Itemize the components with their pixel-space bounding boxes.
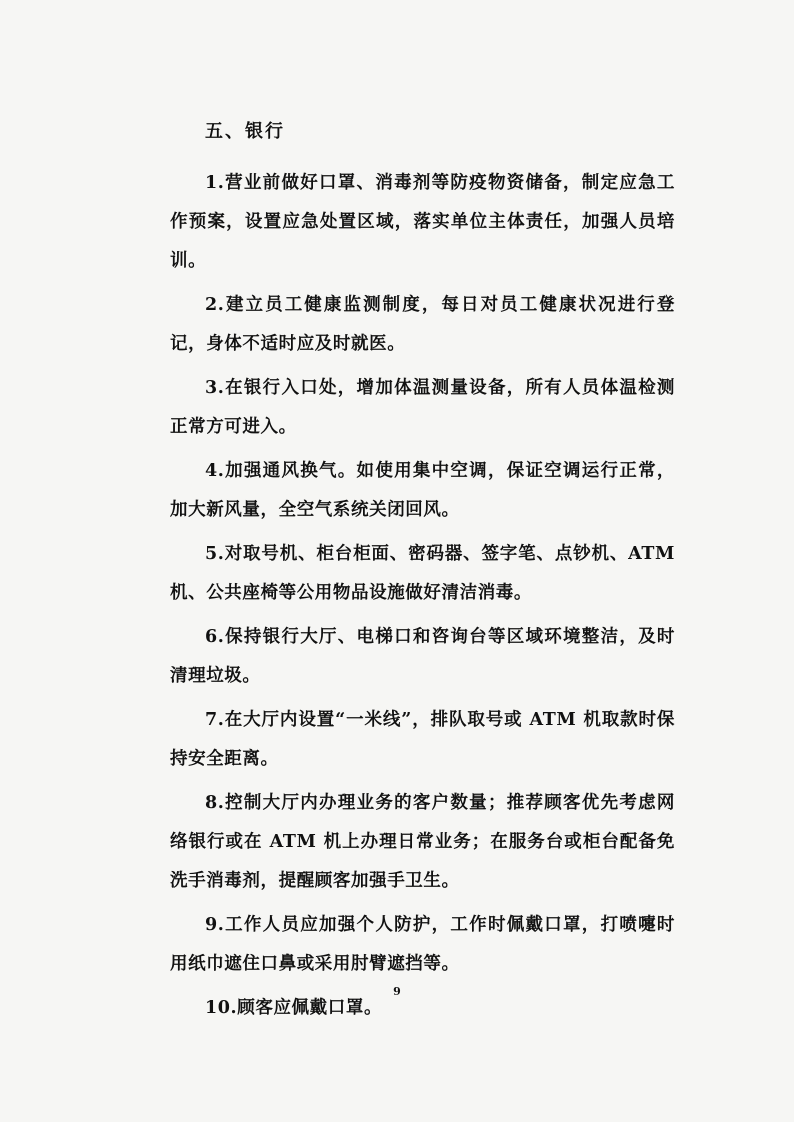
document-body bbox=[170, 118, 675, 1033]
guideline-item-8: 8.控制大厅内办理业务的客户数量；推荐顾客优先考虑网络银行或在 ATM 机上办理日常业务；在服务台或柜台配备免洗手消毒剂，提醒顾客加强手卫生。 bbox=[170, 793, 675, 891]
guideline-item-7: 7.在大厅内设置“一米线”，排队取号或 ATM 机取款时保持安全距离。 bbox=[170, 710, 675, 769]
guideline-item-5: 5.对取号机、柜台柜面、密码器、签字笔、点钞机、ATM机、公共座椅等公用物品设施做好清洁消毒。 bbox=[170, 544, 675, 603]
guideline-item-3: 3.在银行入口处，增加体温测量设备，所有人员体温检测正常方可进入。 bbox=[170, 378, 675, 437]
guideline-item-9: 9.工作人员应加强个人防护，工作时佩戴口罩，打喷嚏时用纸巾遮住口鼻或采用肘臂遮挡等。 bbox=[170, 915, 675, 974]
guideline-item-6: 6.保持银行大厅、电梯口和咨询台等区域环境整洁，及时清理垃圾。 bbox=[170, 627, 675, 686]
guideline-item-10: 10.顾客应佩戴口罩。 bbox=[205, 998, 383, 1018]
guideline-item-4: 4.加强通风换气。如使用集中空调，保证空调运行正常，加大新风量，全空气系统关闭回风。 bbox=[170, 461, 675, 520]
guideline-item-1: 1.营业前做好口罩、消毒剂等防疫物资储备，制定应急工作预案，设置应急处置区域，落实单位主体责任，加强人员培训。 bbox=[170, 173, 675, 271]
page-number: 9 bbox=[393, 985, 401, 998]
section-heading: 五、银行 bbox=[205, 121, 285, 142]
guideline-item-2: 2.建立员工健康监测制度，每日对员工健康状况进行登记，身体不适时应及时就医。 bbox=[170, 295, 675, 354]
